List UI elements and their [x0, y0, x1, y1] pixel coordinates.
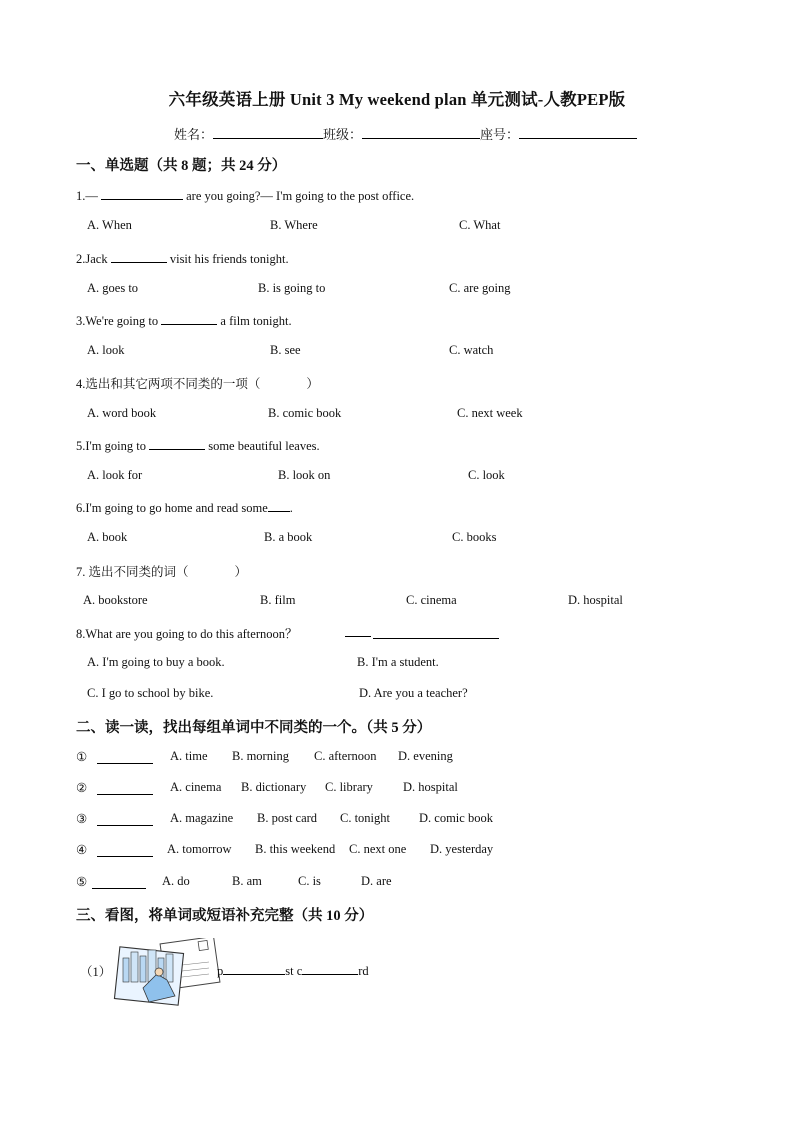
question-2: 2.Jack visit his friends tonight. — [76, 252, 289, 266]
section1-title: 一、单选题（共 8 题；共 24 分） — [76, 158, 287, 174]
question-8: 8.What are you going to do this afternoon？ — [76, 627, 298, 641]
item-2-option-c[interactable]: C. library — [325, 780, 373, 794]
seat-label: 座号： — [480, 127, 520, 142]
option-1a[interactable]: A. When — [87, 218, 132, 232]
option-5a[interactable]: A. look for — [87, 468, 143, 482]
option-2a[interactable]: A. goes to — [87, 281, 139, 295]
seat-blank[interactable] — [519, 125, 637, 139]
question-4: 4.选出和其它两项不同类的一项（ ） — [76, 377, 319, 391]
dash-line — [345, 636, 371, 637]
option-7b[interactable]: B. film — [260, 593, 296, 607]
option-6c[interactable]: C. books — [452, 530, 497, 544]
item-3-option-c[interactable]: C. tonight — [340, 811, 391, 825]
question-5: 5.I'm going to some beautiful leaves. — [76, 439, 320, 453]
item-3-option-a[interactable]: A. magazine — [170, 811, 234, 825]
item-1-number: ① — [76, 750, 88, 764]
name-label: 姓名： — [174, 127, 214, 142]
option-8b[interactable]: B. I'm a student. — [357, 655, 439, 669]
option-6a[interactable]: A. book — [87, 530, 128, 544]
item-1-option-d[interactable]: D. evening — [398, 749, 453, 763]
item-5-number: ⑤ — [76, 875, 88, 889]
option-5c[interactable]: C. look — [468, 468, 505, 482]
answer-blank[interactable] — [268, 499, 290, 512]
option-4c[interactable]: C. next week — [457, 406, 523, 420]
section3-title: 三、看图，将单词或短语补充完整（共 10 分） — [76, 908, 374, 924]
item-1-option-a[interactable]: A. time — [170, 749, 208, 763]
option-4a[interactable]: A. word book — [87, 406, 157, 420]
item-2-blank[interactable] — [97, 794, 153, 795]
item-4-option-c[interactable]: C. next one — [349, 842, 407, 856]
item-5-blank[interactable] — [92, 888, 146, 889]
item-2-number: ② — [76, 781, 88, 795]
postcard-front — [114, 947, 183, 1005]
item-3-option-b[interactable]: B. post card — [257, 811, 318, 825]
question-1: 1.— are you going?— I'm going to the post office. — [76, 189, 415, 203]
option-7c[interactable]: C. cinema — [406, 593, 457, 607]
option-8a[interactable]: A. I'm going to buy a book. — [87, 655, 225, 669]
item-1-option-b[interactable]: B. morning — [232, 749, 289, 763]
option-4b[interactable]: B. comic book — [268, 406, 342, 420]
item-1-blank[interactable] — [97, 763, 153, 764]
option-3a[interactable]: A. look — [87, 343, 125, 357]
item-3-blank[interactable] — [97, 825, 153, 826]
item-2-option-b[interactable]: B. dictionary — [241, 780, 307, 794]
item-3-option-d[interactable]: D. comic book — [419, 811, 493, 825]
item-5-option-d[interactable]: D. are — [361, 874, 392, 888]
fill-blank-2[interactable] — [302, 962, 358, 975]
answer-blank[interactable] — [373, 638, 499, 639]
answer-blank[interactable] — [111, 250, 167, 263]
fill-blank-1[interactable] — [223, 962, 285, 975]
option-1b[interactable]: B. Where — [270, 218, 318, 232]
question-3: 3.We're going to a film tonight. — [76, 314, 292, 328]
answer-blank[interactable] — [149, 437, 205, 450]
option-8c[interactable]: C. I go to school by bike. — [87, 686, 214, 700]
question-7: 7. 选出不同类的词（ ） — [76, 565, 248, 579]
answer-blank[interactable] — [161, 312, 217, 325]
class-blank[interactable] — [362, 125, 480, 139]
student-info-line — [174, 124, 637, 143]
page-title: 六年级英语上册 Unit 3 My weekend plan 单元测试-人教PEP版 — [168, 90, 626, 109]
option-8d[interactable]: D. Are you a teacher? — [359, 686, 468, 700]
item-2-option-d[interactable]: D. hospital — [403, 780, 458, 794]
postcard-illustration — [113, 938, 221, 1008]
option-6b[interactable]: B. a book — [264, 530, 313, 544]
option-2b[interactable]: B. is going to — [258, 281, 326, 295]
option-2c[interactable]: C. are going — [449, 281, 511, 295]
item-5-option-b[interactable]: B. am — [232, 874, 262, 888]
option-7a[interactable]: A. bookstore — [83, 593, 148, 607]
item-4-option-b[interactable]: B. this weekend — [255, 842, 336, 856]
option-3b[interactable]: B. see — [270, 343, 301, 357]
item-4-blank[interactable] — [97, 856, 153, 857]
postcard-fill-in: p st c rd — [217, 964, 369, 978]
section2-title: 二、读一读，找出每组单词中不同类的一个。（共 5 分） — [76, 720, 432, 736]
item-4-number: ④ — [76, 843, 88, 857]
answer-blank[interactable] — [101, 187, 183, 200]
class-label: 班级： — [323, 127, 363, 142]
item-1-option-c[interactable]: C. afternoon — [314, 749, 377, 763]
question-6: 6.I'm going to go home and read some . — [76, 501, 293, 515]
option-1c[interactable]: C. What — [459, 218, 501, 232]
item-1-number-s3: （1） — [80, 965, 112, 979]
name-blank[interactable] — [213, 125, 323, 139]
item-4-option-a[interactable]: A. tomorrow — [167, 842, 232, 856]
item-4-option-d[interactable]: D. yesterday — [430, 842, 494, 856]
option-3c[interactable]: C. watch — [449, 343, 494, 357]
item-3-number: ③ — [76, 812, 88, 826]
item-2-option-a[interactable]: A. cinema — [170, 780, 222, 794]
item-5-option-a[interactable]: A. do — [162, 874, 190, 888]
option-7d[interactable]: D. hospital — [568, 593, 623, 607]
item-5-option-c[interactable]: C. is — [298, 874, 321, 888]
option-5b[interactable]: B. look on — [278, 468, 331, 482]
